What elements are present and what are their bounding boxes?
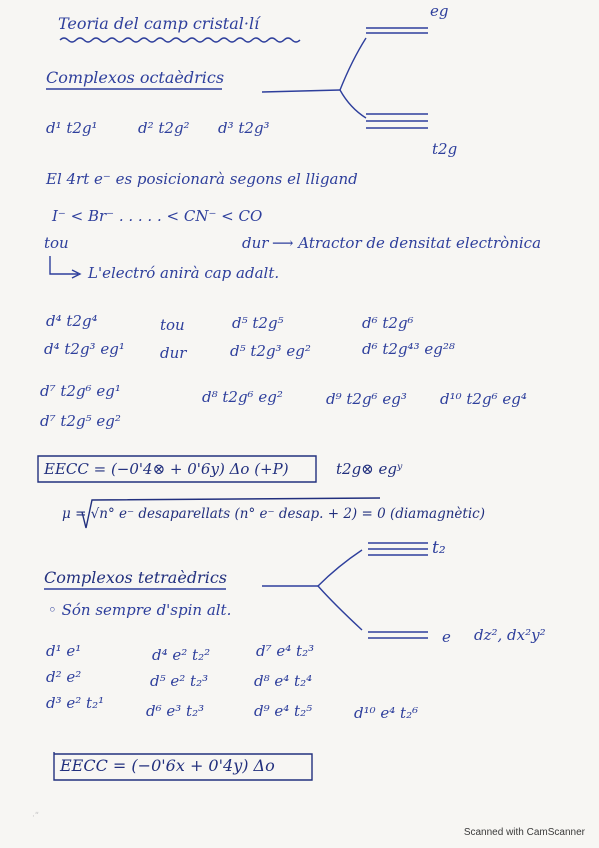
electron-up-note: L'electró anirà cap adalt.: [88, 264, 280, 282]
eecc-octahedral-config: t2g⊗ egʸ: [336, 460, 403, 478]
fourth-electron-note: El 4rt e⁻ es posicionarà segons el lligand: [46, 170, 358, 188]
tetra-config-d9: d⁹ e⁴ t₂⁵: [254, 702, 313, 720]
scan-speck: ·ʺ: [32, 812, 40, 822]
high-spin-note: ◦ Són sempre d'spin alt.: [48, 601, 232, 619]
tetra-config-d6: d⁶ e³ t₂³: [146, 702, 205, 720]
config-d4-low: d⁴ t2g³ eg¹: [44, 340, 125, 358]
tetra-config-d4: d⁴ e² t₂²: [152, 646, 211, 664]
config-d7-low: d⁷ t2g⁵ eg²: [40, 412, 121, 430]
config-d9: d⁹ t2g⁶ eg³: [326, 390, 407, 408]
strong-field-label: dur: [242, 234, 269, 252]
tetra-config-d2: d² e²: [46, 668, 82, 686]
config-d5-high: d⁵ t2g⁵: [232, 314, 284, 332]
config-d4-high: d⁴ t2g⁴: [46, 312, 98, 330]
t2-level-label: t₂: [432, 538, 446, 558]
tetrahedral-heading: Complexos tetraèdrics: [44, 568, 227, 587]
tetra-config-d10: d¹⁰ e⁴ t₂⁶: [354, 704, 419, 722]
config-d3: d³ t2g³: [218, 119, 270, 137]
config-d7-high: d⁷ t2g⁶ eg¹: [40, 382, 121, 400]
tetra-config-d8: d⁸ e⁴ t₂⁴: [254, 672, 313, 690]
config-d10: d¹⁰ t2g⁶ eg⁴: [440, 390, 527, 408]
page-title: Teoria del camp cristal·lí: [58, 14, 260, 33]
config-d1: d¹ t2g¹: [46, 119, 98, 137]
tetra-config-d1: d¹ e¹: [46, 642, 82, 660]
eecc-octahedral-formula: EECC = (−0'4⊗ + 0'6y) Δo (+P): [44, 460, 289, 478]
tetra-config-d3: d³ e² t₂¹: [46, 694, 105, 712]
eg-level-label: eg: [430, 2, 449, 20]
e-level-label: e: [442, 628, 451, 646]
dur-label: dur: [160, 344, 187, 362]
tetra-config-d7: d⁷ e⁴ t₂³: [256, 642, 315, 660]
magnetic-moment-formula: μ = √n° e⁻ desaparellats (n° e⁻ desap. + 2) = 0 (diamagnètic): [62, 506, 485, 522]
config-d5-low: d⁵ t2g³ eg²: [230, 342, 311, 360]
strong-field-description: ⟶ Atractor de densitat electrònica: [272, 234, 542, 252]
scanner-watermark: Scanned with CamScanner: [463, 827, 585, 838]
config-d2: d² t2g²: [138, 119, 190, 137]
tetra-config-d5: d⁵ e² t₂³: [150, 672, 209, 690]
eecc-tetrahedral-formula: EECC = (−0'6x + 0'4y) Δo: [60, 756, 275, 775]
spectrochemical-series: I⁻ < Br⁻ . . . . . < CN⁻ < CO: [52, 207, 263, 225]
t2g-level-label: t2g: [432, 140, 458, 158]
config-d6-low: d⁶ t2g⁴³ eg²⁸: [362, 340, 455, 358]
e-orbitals: dz², dx²y²: [474, 626, 546, 644]
weak-field-label: tou: [44, 234, 69, 252]
config-d8: d⁸ t2g⁶ eg²: [202, 388, 283, 406]
config-d6-high: d⁶ t2g⁶: [362, 314, 414, 332]
tou-label: tou: [160, 316, 185, 334]
octahedral-heading: Complexos octaèdrics: [46, 68, 225, 87]
